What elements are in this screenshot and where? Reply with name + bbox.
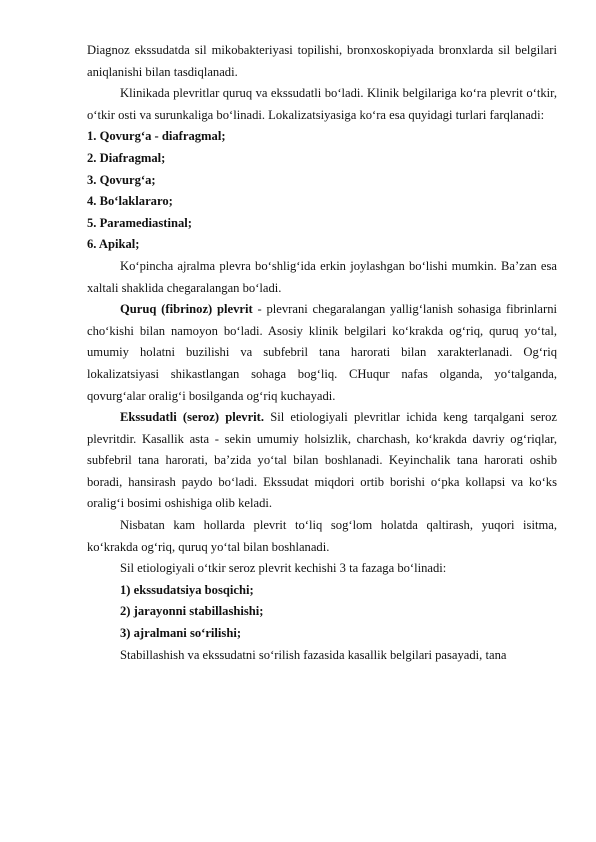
list-item: 1. Qovurg‘a - diafragmal; [87,129,226,144]
paragraph-acute-onset: Nisbatan kam hollarda plevrit to‘liq sog‘lom holatda qaltirash, yuqori isitma, ko‘krakda og‘riq, quruq yo‘tal bilan boshlanadi. [87,518,557,554]
paragraph-exudative-pleurisy [87,407,557,515]
paragraph-stabilization: Stabillashish va ekssudatni so‘rilish fazasida kasallik belgilari pasayadi, tana [120,647,507,662]
term-dry-pleurisy: Quruq (fibrinoz) plevrit [120,302,253,317]
document-page [87,40,557,666]
phase-list [87,580,557,645]
term-exudative-pleurisy: Ekssudatli (seroz) plevrit. [120,410,265,425]
paragraph-text: - plevrani chegaralangan yallig‘lanish sohasiga fibrinlarni cho‘kishi bilan namoyon bo‘ladi. Asosiy klinik belgilari ko‘krakda og‘riq, quruq yo‘tal, umumiy holatni buzilishi va subfebril tana harorati bilan xarakterlanadi. Og‘riq lokalizatsiyasi shikastlangan sohaga bog‘liq. CHuqur nafas olganda, yo‘talganda, qovurg‘alar oralig‘i bosilganda og‘riq kuchayadi. [87,302,557,403]
paragraph-text: Sil etiologiyali plevritlar ichida keng tarqalgani seroz plevritdir. Kasallik asta - sekin umumiy holsizlik, charchash, ko‘krakda davriy og‘riqlar, subfebril tana harorati, ba’zida yo‘tal bilan boshlanadi. Keyinchalik tana harorati oshib boradi, hansirash paydo bo‘ladi. Ekssudat miqdori ortib borishi o‘pka kollapsi va ko‘ks oralig‘i bosimi oshishiga olib keladi. [87,410,558,511]
paragraph-effusion-location: Ko‘pincha ajralma plevra bo‘shlig‘ida erkin joylashgan bo‘lishi mumkin. Ba’zan esa xaltali shaklida chegaralangan bo‘ladi. [87,258,557,295]
list-item: 3) ajralmani so‘rilishi; [120,626,242,641]
list-item: 3. Qovurg‘a; [87,172,156,187]
list-item: 6. Apikal; [87,237,140,252]
list-item: 5. Paramediastinal; [87,215,192,230]
list-item: 4. Bo‘laklararo; [87,194,173,209]
paragraph-classification: Klinikada plevritlar quruq va ekssudatli bo‘ladi. Klinik belgilariga ko‘ra plevrit o‘tkir, o‘tkir osti va surunkaliga bo‘linadi. Lokalizatsiyasiga ko‘ra esa quyidagi turlari farqlanadi: [87,86,557,122]
paragraph-dry-pleurisy [87,299,557,407]
paragraph-diagnosis: Diagnoz ekssudatda sil mikobakteriyasi topilishi, bronxoskopiyada bronxlarda sil belgilari aniqlanishi bilan tasdiqlanadi. [87,43,557,79]
list-item: 2) jarayonni stabillashishi; [120,604,264,619]
localization-list [87,126,557,256]
paragraph-phases-intro: Sil etiologiyali o‘tkir seroz plevrit kechishi 3 ta fazaga bo‘linadi: [120,561,447,576]
list-item: 1) ekssudatsiya bosqichi; [120,582,254,597]
list-item: 2. Diafragmal; [87,150,166,165]
